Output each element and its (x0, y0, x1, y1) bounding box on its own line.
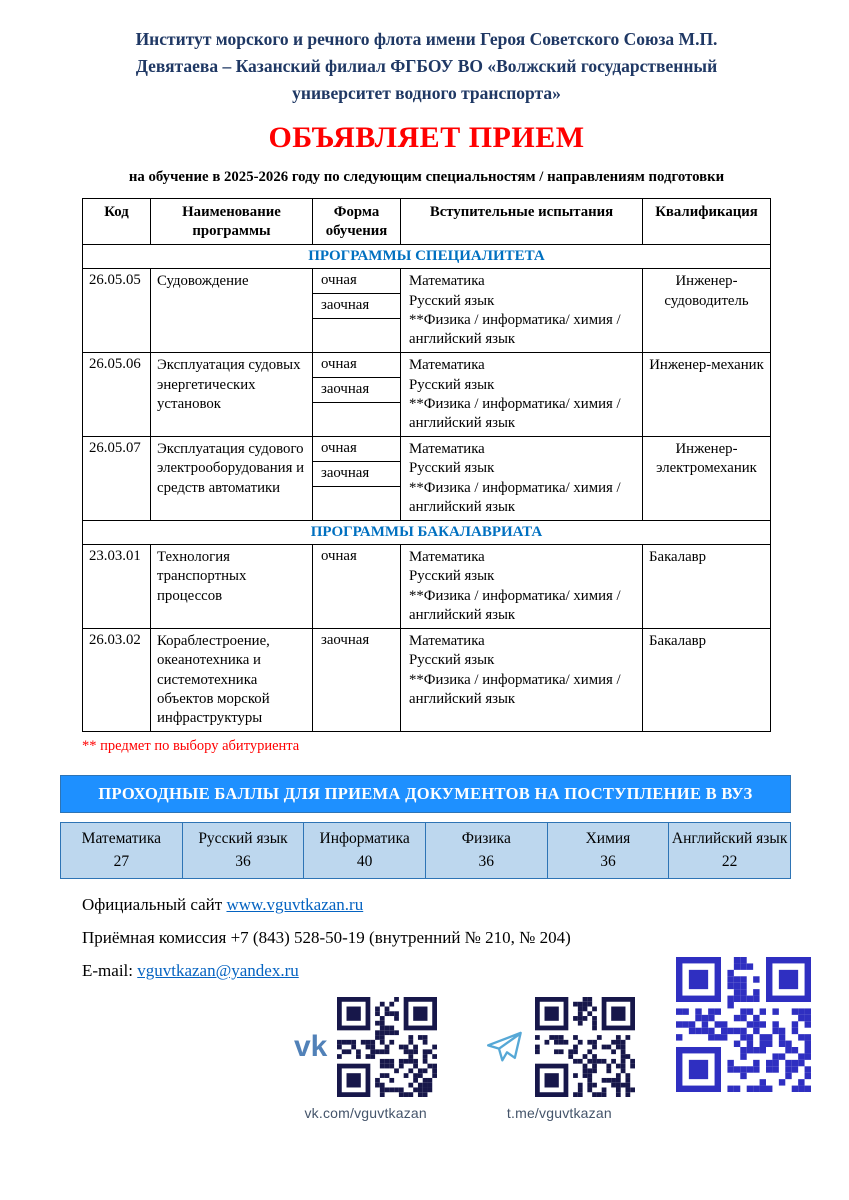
score-subject: Химия (585, 830, 631, 848)
score-value: 40 (356, 852, 373, 870)
study-form: очная (313, 269, 400, 294)
entrance-exams (401, 353, 643, 437)
exam-line: Математика (409, 633, 485, 650)
page-title: Институт морского и речного флота имени Героя Советского Союза М.П. Девятаева – Казанский филиал ФГБОУ ВО «Волжский государственный университет водного транспорта» (135, 29, 718, 104)
score-cell (182, 823, 304, 879)
column-header-exams: Вступительные испытания (401, 199, 643, 245)
study-form: очная (313, 353, 400, 378)
study-forms (313, 437, 401, 521)
exam-line: Математика (409, 273, 485, 290)
program-code: 26.03.02 (83, 629, 151, 732)
qualification: Бакалавр (643, 545, 771, 629)
qualification: Инженер-механик (643, 353, 771, 437)
email-line (82, 961, 771, 981)
vk-group (294, 997, 437, 1121)
program-name: Судовождение (151, 269, 313, 353)
table-row (83, 353, 771, 437)
column-header-form: Форма обучения (313, 199, 401, 245)
study-form: заочная (313, 462, 400, 487)
score-cell (425, 823, 547, 879)
exam-line: Русский язык (409, 460, 495, 477)
score-subject: Английский язык (671, 830, 788, 848)
column-header-program: Наименование программы (151, 199, 313, 245)
section-header-specialitet: ПРОГРАММЫ СПЕЦИАЛИТЕТА (83, 245, 771, 269)
subtitle: на обучение в 2025-2026 году по следующим специальностям / направлениям подготовки (128, 169, 725, 186)
table-row (83, 629, 771, 732)
study-form: очная (313, 437, 400, 462)
vk-icon: vk (294, 1030, 328, 1064)
column-header-code: Код (83, 199, 151, 245)
score-value: 36 (235, 852, 251, 870)
table-row (83, 545, 771, 629)
social-section (82, 997, 771, 1121)
table-row (83, 437, 771, 521)
program-name: Эксплуатация судового электрооборудования и средств автоматики (151, 437, 313, 521)
exam-line: **Физика / информатика/ химия / английский язык (409, 587, 621, 623)
exam-line: **Физика / информатика/ химия / английский язык (409, 311, 621, 348)
phone-line: Приёмная комиссия +7 (843) 528-50-19 (внутренний № 210, № 204) (82, 928, 571, 948)
contacts-block (82, 895, 771, 981)
exam-line: Русский язык (409, 376, 495, 393)
email-label: E-mail: (82, 961, 133, 981)
vk-qr-code (337, 997, 437, 1097)
website-label: Официальный сайт (82, 895, 223, 915)
score-value: 36 (600, 852, 616, 870)
exam-line: **Физика / информатика/ химия / английский язык (409, 671, 621, 707)
study-form: очная (321, 548, 357, 565)
program-code: 26.05.06 (83, 353, 151, 437)
telegram-caption: t.me/vguvtkazan (506, 1105, 612, 1122)
entrance-exams (401, 437, 643, 521)
vk-caption: vk.com/vguvtkazan (304, 1105, 427, 1122)
score-subject: Физика (461, 830, 511, 848)
program-code: 26.05.07 (83, 437, 151, 521)
telegram-icon (483, 1027, 525, 1067)
program-name: Эксплуатация судовых энергетических установок (151, 353, 313, 437)
score-value: 27 (113, 852, 130, 870)
passing-scores-banner: ПРОХОДНЫЕ БАЛЛЫ ДЛЯ ПРИЕМА ДОКУМЕНТОВ НА ПОСТУПЛЕНИЕ В ВУЗ (60, 775, 791, 813)
program-code: 23.03.01 (83, 545, 151, 629)
score-subject: Математика (81, 830, 161, 848)
large-qr-code (676, 957, 811, 1092)
score-value: 22 (721, 852, 738, 870)
exam-line: **Физика / информатика/ химия / английский язык (409, 395, 621, 431)
study-form: заочная (313, 294, 400, 319)
table-row (83, 269, 771, 353)
exam-line: Математика (409, 357, 485, 374)
score-cell (669, 823, 791, 879)
score-subject: Русский язык (198, 830, 288, 848)
exam-line: Математика (409, 549, 485, 566)
study-forms (313, 629, 401, 732)
study-forms (313, 353, 401, 437)
study-form: заочная (313, 378, 400, 403)
score-cell (304, 823, 426, 879)
exam-line: Русский язык (409, 292, 495, 309)
exam-line: Русский язык (409, 652, 495, 669)
programs-table (82, 198, 771, 732)
passing-scores-table (60, 822, 791, 879)
table-header-row (83, 199, 771, 245)
qualification: Инженер-электромеханик (643, 437, 771, 521)
entrance-exams (401, 629, 643, 732)
qualification: Инженер-судоводитель (643, 269, 771, 353)
entrance-exams (401, 269, 643, 353)
exam-line: Русский язык (409, 568, 495, 585)
column-header-qualification: Квалификация (643, 199, 771, 245)
telegram-qr-code (535, 997, 635, 1097)
score-value: 36 (478, 852, 495, 870)
section-header-bakalavriat: ПРОГРАММЫ БАКАЛАВРИАТА (83, 521, 771, 545)
exam-line: **Физика / информатика/ химия / английский язык (409, 479, 621, 515)
score-cell (61, 823, 183, 879)
website-link[interactable]: www.vguvtkazan.ru (226, 895, 364, 915)
program-name: Технология транспортных процессов (151, 545, 313, 629)
study-forms (313, 269, 401, 353)
program-name: Кораблестроение, океанотехника и системотехника объектов морской инфраструктуры (151, 629, 313, 732)
scores-row (61, 823, 791, 879)
exam-line: Математика (409, 441, 485, 458)
passing-scores-section (60, 775, 791, 879)
email-link[interactable]: vguvtkazan@yandex.ru (137, 961, 299, 981)
score-subject: Информатика (319, 830, 410, 848)
study-forms (313, 545, 401, 629)
announce-heading: ОБЪЯВЛЯЕТ ПРИЕМ (268, 121, 585, 155)
score-cell (547, 823, 669, 879)
qualification: Бакалавр (643, 629, 771, 732)
entrance-exams (401, 545, 643, 629)
website-line (82, 895, 771, 915)
exam-choice-note: ** предмет по выбору абитуриента (82, 738, 300, 755)
study-form: заочная (321, 632, 370, 649)
telegram-group (483, 997, 635, 1121)
program-code: 26.05.05 (83, 269, 151, 353)
